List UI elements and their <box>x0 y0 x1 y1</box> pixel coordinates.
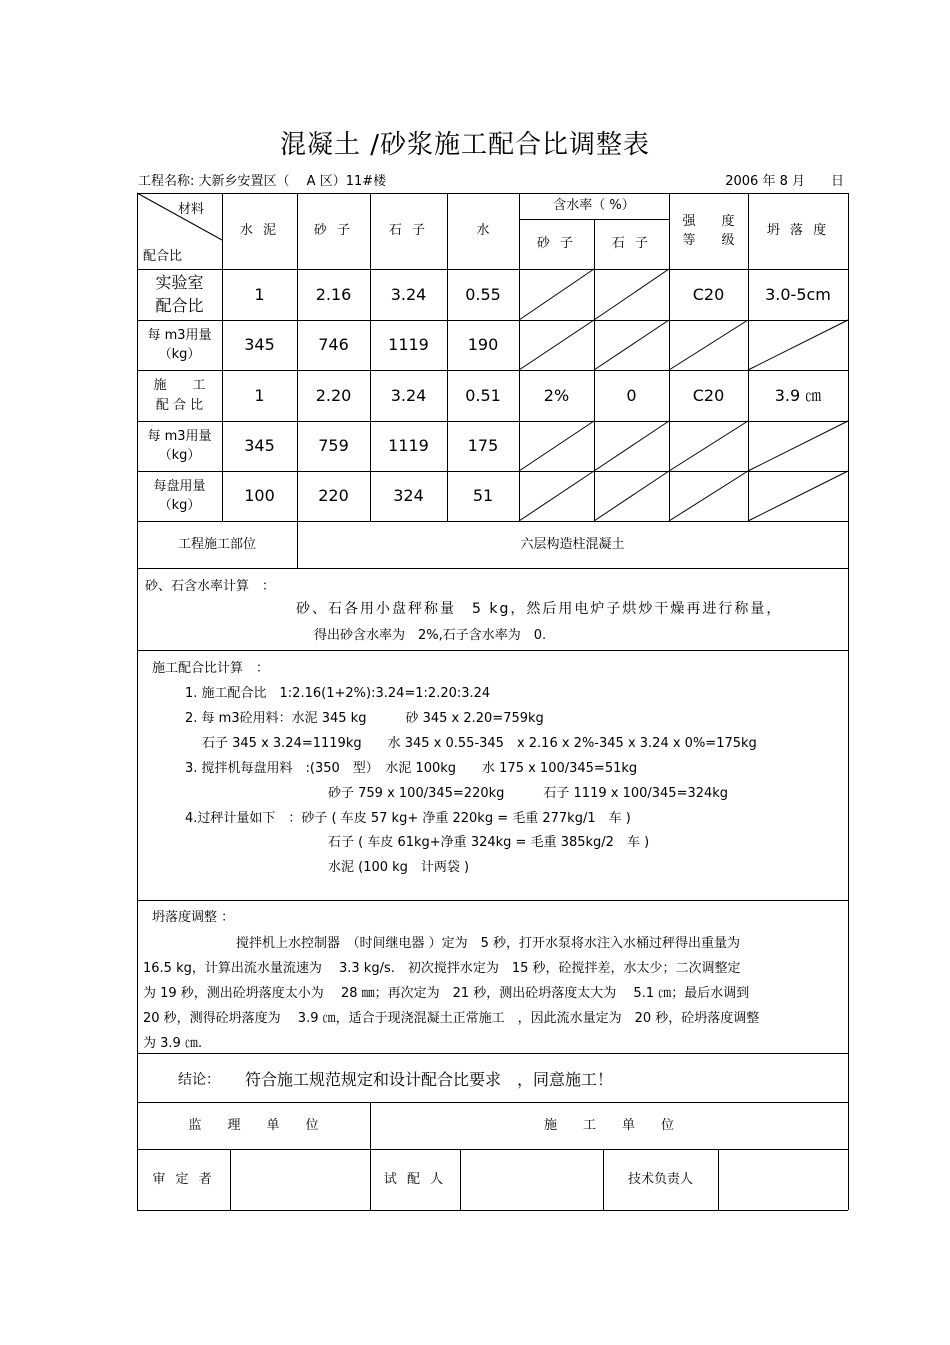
slash <box>519 421 594 471</box>
cell-sand: 2.20 <box>315 385 352 405</box>
row-label <box>137 269 222 320</box>
cell-cement: 345 <box>244 335 275 354</box>
slash <box>594 320 669 370</box>
supervisor-unit-label: 监 理 单 位 <box>188 1117 319 1133</box>
mix-calc-line: 石子 345 x 3.24=1119kg 水 345 x 0.55-345 x 2.16 x 2%-345 x 3.24 x 0%=175kg <box>202 736 757 751</box>
cell-stone: 1119 <box>388 436 429 455</box>
moisture-calc-line1: 砂、石各用小盘秤称量 5 kg，然后用电炉子烘炒干燥再进行称量， <box>296 601 783 617</box>
cell-water: 51 <box>472 486 494 505</box>
slash <box>748 421 848 471</box>
cell-slump: 3.9 ㎝ <box>774 385 822 405</box>
cell-moisture-stone: 0 <box>626 385 637 405</box>
cell-sand: 759 <box>318 436 349 455</box>
slash <box>669 320 748 370</box>
location-label: 工程施工部位 <box>177 536 256 552</box>
cell-stone: 1119 <box>388 335 429 354</box>
conclusion-label: 结论： <box>178 1072 220 1088</box>
mix-calc-line: 3. 搅拌机每盘用料 :(350 型） 水泥 100kg 水 175 x 100/345=51kg <box>185 761 638 776</box>
row-label-line2: （kg） <box>158 448 201 463</box>
cell-cement: 100 <box>244 486 275 505</box>
tech-lead-label: 技术负责人 <box>627 1171 693 1187</box>
cell-stone: 324 <box>393 486 424 505</box>
slash <box>519 269 594 320</box>
header-material: 材料 <box>178 202 205 217</box>
row-label-line2: 配 合 比 <box>155 397 204 413</box>
slump-adjust-heading: 坍落度调整 ： <box>152 910 235 925</box>
slump-adjust-line: 20 秒，测得砼坍落度为 3.9 ㎝，适合于现浇混凝土正常施工 ，因此流水量定为 20 秒，砼坍落度调整 <box>143 1011 760 1026</box>
project-label: 工程名称: <box>138 174 195 189</box>
cell-grade: C20 <box>692 284 725 304</box>
slash <box>594 471 669 521</box>
mix-calc-line: 石子 ( 车皮 61kg+净重 324kg = 毛重 385kg/2 车 ) <box>328 835 650 850</box>
cell-water: 0.55 <box>465 284 501 304</box>
slump-adjust-line: 搅拌机上水控制器 （时间继电器 ）定为 5 秒，打开水泵将水注入水桶过秤得出重量为 <box>236 936 741 951</box>
header-sand: 砂 子 <box>313 223 354 239</box>
slash <box>594 269 669 320</box>
cell-sand: 746 <box>318 335 349 354</box>
mix-calc-line: 4.过秤计量如下 ：砂子 ( 车皮 57 kg+ 净重 220kg = 毛重 277kg/1 车 ) <box>185 811 631 826</box>
mix-calc-heading: 施工配合比计算 ： <box>152 661 270 676</box>
header-moisture: 含水率（ %） <box>553 198 635 214</box>
cell-water: 175 <box>467 436 499 455</box>
approver-label: 审 定 者 <box>152 1171 215 1187</box>
cell-sand: 220 <box>318 486 349 505</box>
cell-grade: C20 <box>692 385 725 405</box>
page-title: 混凝土 /砂浆施工配合比调整表 <box>279 130 651 160</box>
moisture-calc-heading: 砂、石含水率计算 ： <box>145 579 276 594</box>
slash <box>519 471 594 521</box>
row-label-line1: 施 工 <box>153 378 206 393</box>
header-cement: 水 泥 <box>239 223 280 239</box>
row-label-line2: （kg） <box>158 347 201 362</box>
mix-calc-line: 2. 每 m3砼用料：水泥 345 kg 砂 345 x 2.20=759kg <box>185 711 544 726</box>
header-slump: 坍 落 度 <box>766 223 830 239</box>
row-label-line2: 配合比 <box>155 295 204 315</box>
mix-calc-line: 1. 施工配合比 1:2.16(1+2%):3.24=1:2.20:3.24 <box>185 686 491 701</box>
slash <box>748 471 848 521</box>
header-moisture-stone: 石 子 <box>611 236 652 252</box>
cell-water: 0.51 <box>465 385 501 405</box>
header-ratio: 配合比 <box>143 249 183 264</box>
row-label <box>137 421 222 471</box>
cell-stone: 3.24 <box>390 284 427 304</box>
header-stone: 石 子 <box>388 223 429 239</box>
mix-calc-line: 水泥 (100 kg 计两袋 ) <box>328 860 470 875</box>
project-name: 大新乡安置区（ A 区）11#楼 <box>198 174 387 189</box>
cell-slump: 3.0-5cm <box>765 284 831 304</box>
row-label <box>137 471 222 521</box>
cell-water: 190 <box>467 335 499 354</box>
row-label-line1: 每 m3用量 <box>147 327 212 343</box>
location-value: 六层构造柱混凝土 <box>520 536 625 552</box>
cell-moisture-sand: 2% <box>543 385 570 405</box>
conclusion-text: 符合施工规范规定和设计配合比要求 ，同意施工！ <box>245 1070 614 1089</box>
moisture-calc-line2: 得出砂含水率为 2%,石子含水率为 0. <box>314 628 547 643</box>
builder-unit-label: 施 工 单 位 <box>543 1117 674 1133</box>
row-label <box>137 370 222 421</box>
row-label-line1: 每盘用量 <box>153 478 206 494</box>
row-label <box>137 320 222 370</box>
slump-adjust-line: 为 19 秒，测出砼坍落度太小为 28 ㎜；再次定为 21 秒，测出砼坍落度太大为 5.1 ㎝；最后水调到 <box>143 986 750 1001</box>
cell-cement: 1 <box>254 284 265 304</box>
slash <box>519 320 594 370</box>
slump-adjust-line: 为 3.9 ㎝. <box>143 1036 203 1051</box>
row-label-line2: （kg） <box>158 498 201 513</box>
row-label-line1: 实验室 <box>155 273 204 293</box>
header-water: 水 <box>476 223 490 239</box>
date-field: 2006 年 8 月 日 <box>725 174 844 189</box>
cell-cement: 1 <box>254 385 265 405</box>
slash <box>594 421 669 471</box>
header-moisture-sand: 砂 子 <box>536 236 577 252</box>
slash <box>669 421 748 471</box>
mix-calc-line: 砂子 759 x 100/345=220kg 石子 1119 x 100/345=324kg <box>328 786 729 801</box>
row-label-line1: 每 m3用量 <box>147 428 212 444</box>
header-strength-line1: 强 度 <box>682 213 735 229</box>
slash <box>748 320 848 370</box>
cell-stone: 3.24 <box>390 385 427 405</box>
cell-cement: 345 <box>244 436 275 455</box>
cell-sand: 2.16 <box>315 284 352 304</box>
slash <box>669 471 748 521</box>
header-strength <box>669 193 748 269</box>
slump-adjust-line: 16.5 kg，计算出流水量流速为 3.3 kg/s. 初次搅拌水定为 15 秒，砼搅拌差，水太少；二次调整定 <box>143 961 741 976</box>
mixer-label: 试 配 人 <box>383 1171 447 1187</box>
header-strength-line2: 等 级 <box>682 233 735 248</box>
